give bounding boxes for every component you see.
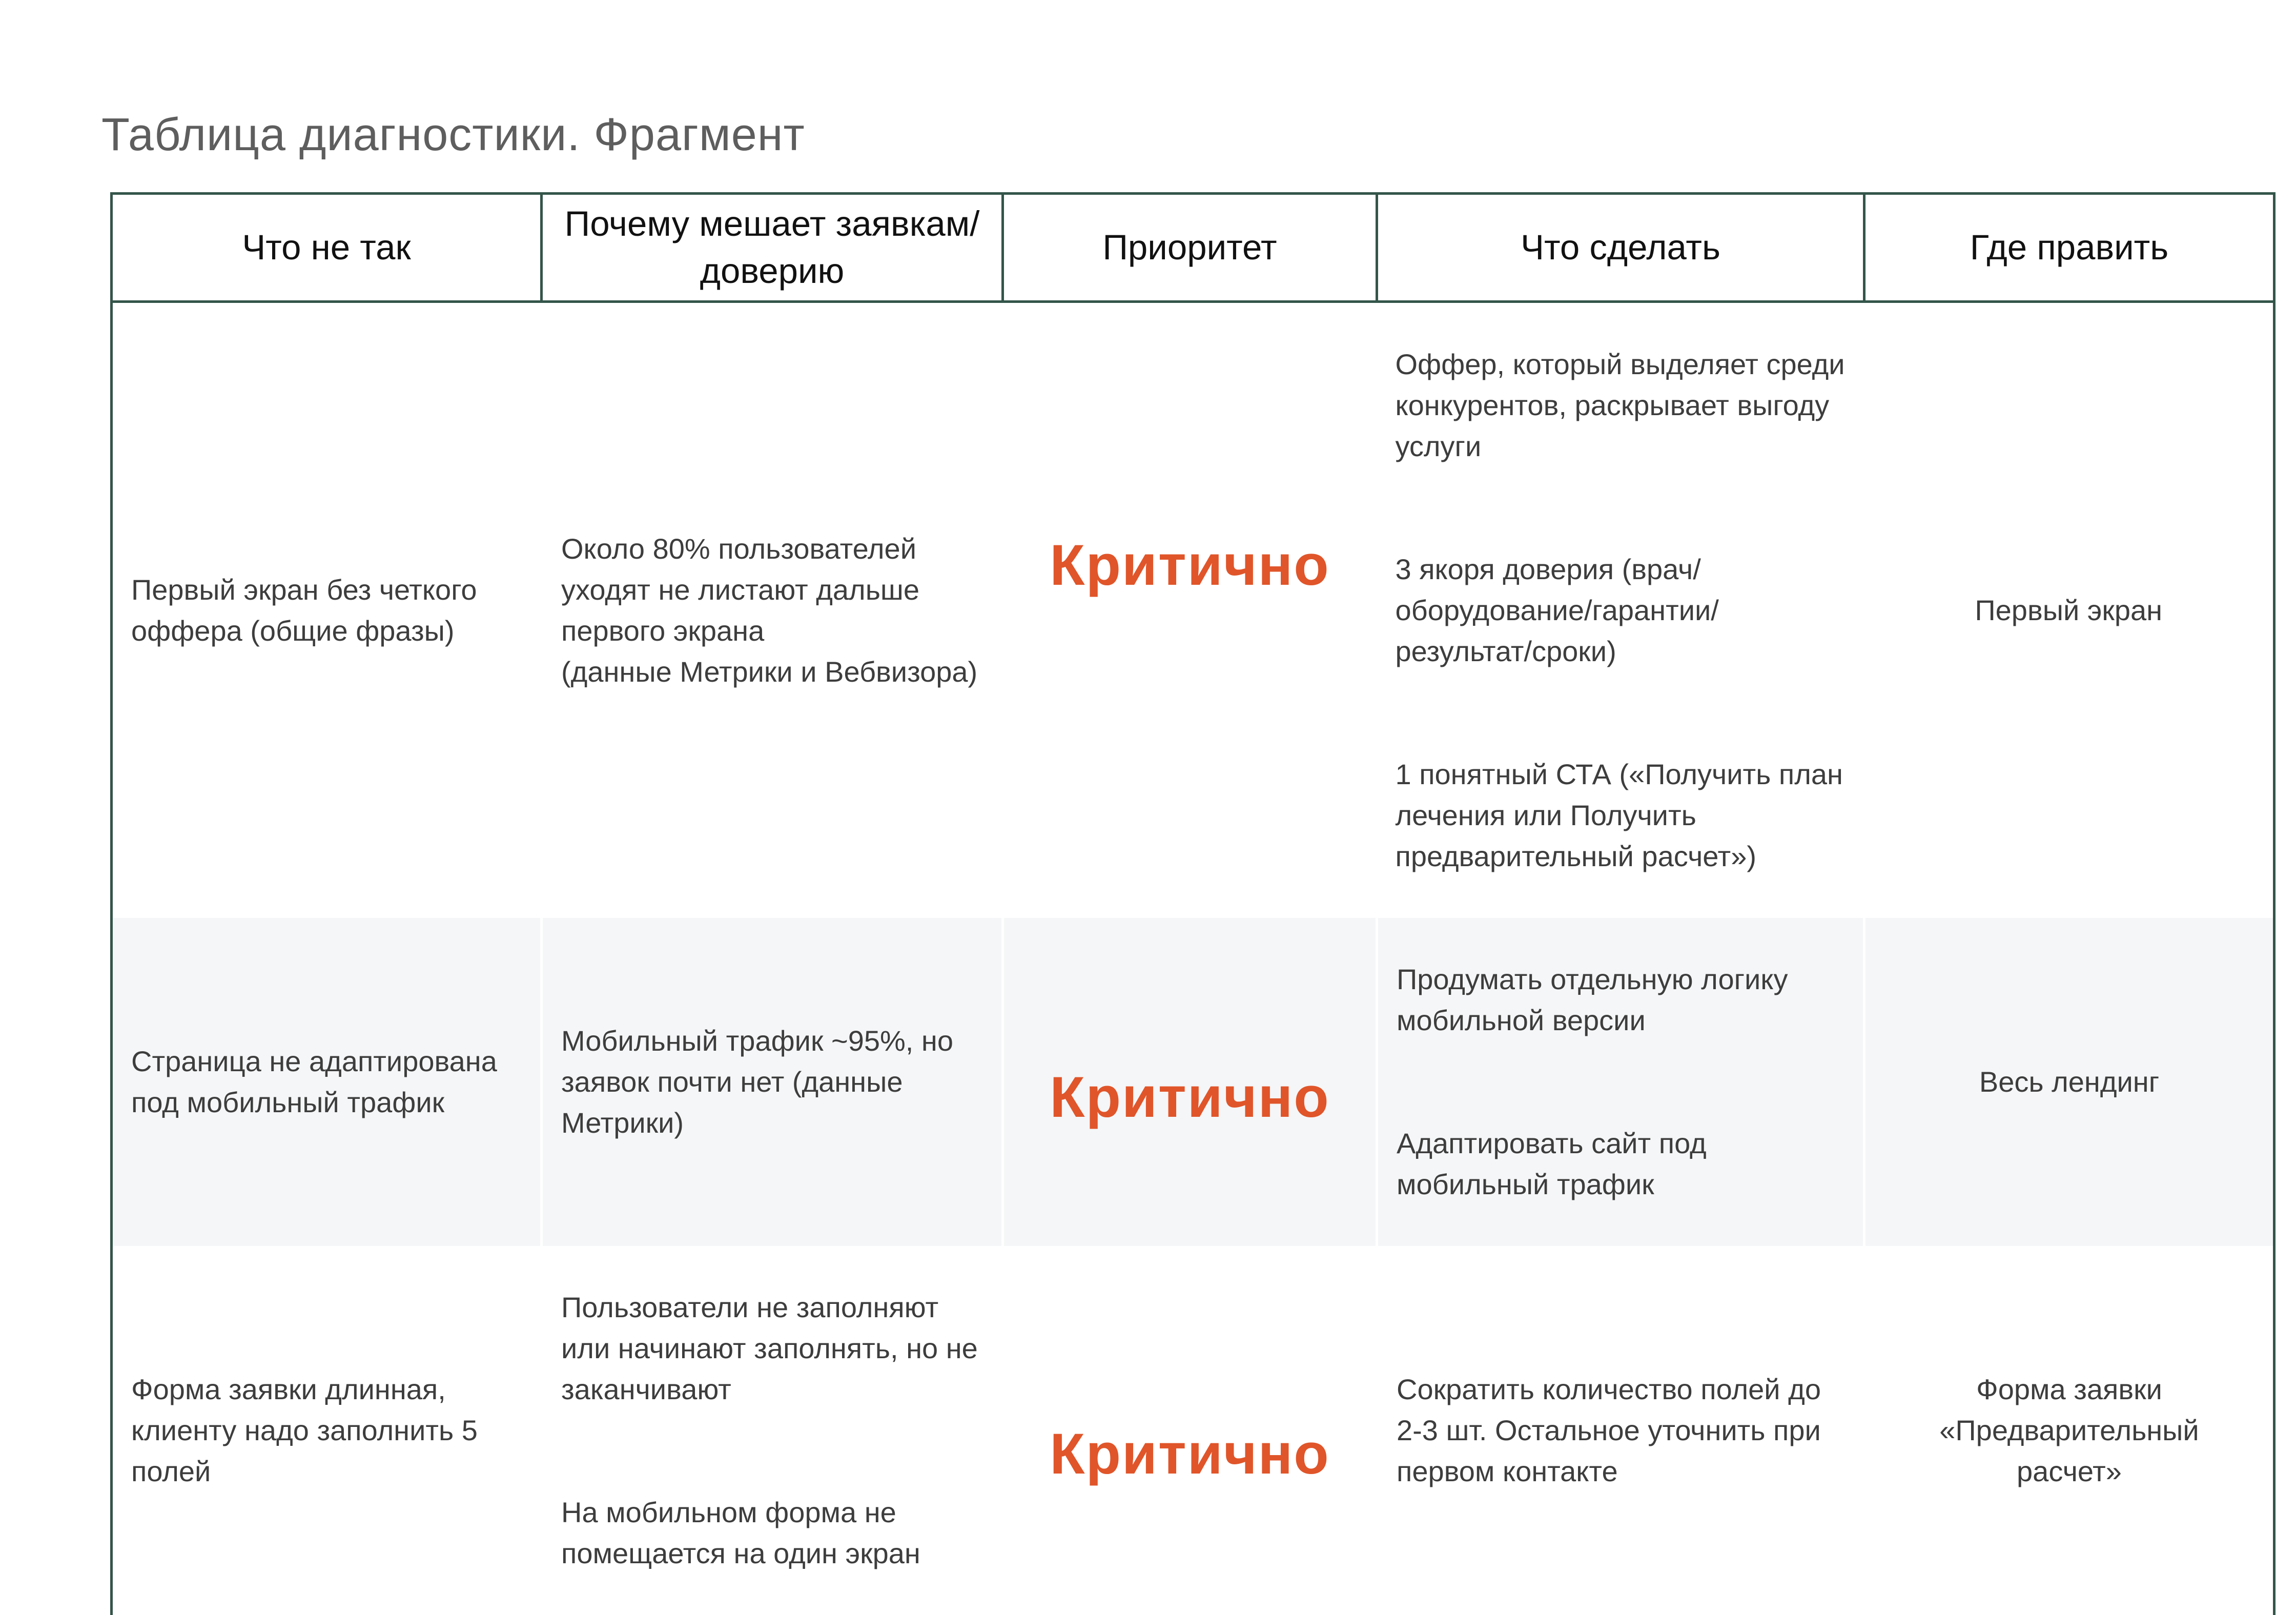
table-header-row <box>112 194 2274 302</box>
why-text: На мобильном форма не помещается на один экран <box>561 1496 920 1569</box>
priority-cell <box>1003 1246 1377 1615</box>
todo-item: Адаптировать сайт под мобильный трафик <box>1397 1127 1707 1200</box>
header-what-to-do: Что сделать <box>1377 194 1864 302</box>
header-priority: Приоритет <box>1003 194 1377 302</box>
why-text: Пользователи не заполняют или начинают заполнять, но не заканчивают <box>561 1291 978 1405</box>
todo-item: 3 якоря доверия (врач/оборудование/гарантии/результат/сроки) <box>1395 553 1719 667</box>
todo-cell <box>1377 918 1864 1246</box>
todo-item: Сократить количество полей до 2-3 шт. Остальное уточнить при первом контакте <box>1397 1373 1821 1487</box>
todo-cell <box>1377 302 1864 918</box>
why-text: Около 80% пользователей уходят не листают дальше первого экрана (данные Метрики и Вебвизора) <box>561 533 978 688</box>
todo-item: 1 понятный СТА («Получить план лечения или Получить предварительный расчет») <box>1395 758 1843 872</box>
table-row <box>112 918 2274 1246</box>
priority-cell <box>1003 918 1377 1246</box>
todo-item: Оффер, который выделяет среди конкурентов, раскрывает выгоду услуги <box>1395 348 1845 462</box>
priority-badge: Критично <box>1050 1422 1330 1486</box>
issue-cell: Страница не адаптирована под мобильный трафик <box>112 918 542 1246</box>
why-cell <box>542 302 1003 918</box>
diagnostics-table <box>110 192 2276 1615</box>
why-cell <box>542 1246 1003 1615</box>
header-what-wrong: Что не так <box>112 194 542 302</box>
why-text: Мобильный трафик ~95%, но заявок почти нет (данные Метрики) <box>561 1025 953 1139</box>
where-cell: Весь лендинг <box>1864 918 2274 1246</box>
priority-badge: Критично <box>1050 1065 1330 1129</box>
where-cell: Первый экран <box>1864 302 2274 918</box>
issue-cell: Первый экран без четкого оффера (общие фразы) <box>112 302 542 918</box>
header-why: Почему мешает заявкам/доверию <box>542 194 1003 302</box>
table-row <box>112 1246 2274 1615</box>
todo-cell <box>1377 1246 1864 1615</box>
why-cell <box>542 918 1003 1246</box>
table-row <box>112 302 2274 918</box>
todo-item: Продумать отдельную логику мобильной версии <box>1397 963 1788 1036</box>
header-where: Где править <box>1864 194 2274 302</box>
page-title: Таблица диагностики. Фрагмент <box>101 109 805 160</box>
issue-cell: Форма заявки длинная, клиенту надо заполнить 5 полей <box>112 1246 542 1615</box>
priority-cell <box>1003 302 1377 918</box>
priority-badge: Критично <box>1050 533 1330 597</box>
where-cell: Форма заявки «Предварительный расчет» <box>1864 1246 2274 1615</box>
